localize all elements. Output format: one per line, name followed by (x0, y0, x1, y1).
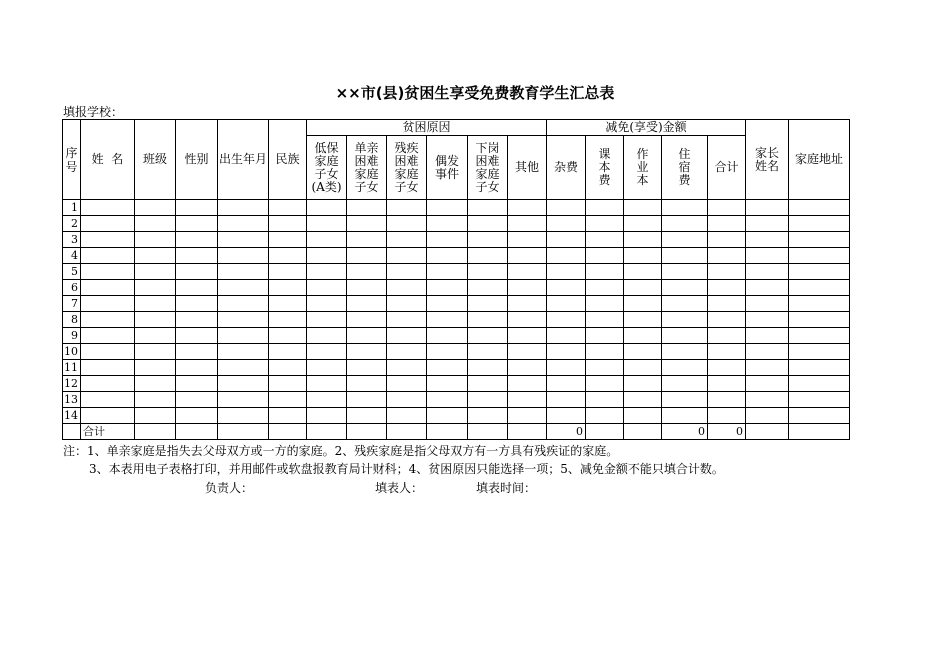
table-row (63, 280, 850, 296)
header-name: 姓 名 (81, 120, 135, 200)
row-number: 5 (63, 264, 81, 280)
filler-label: 填表人： (375, 481, 424, 495)
row-number: 13 (63, 392, 81, 408)
total-sum: 0 (708, 424, 746, 440)
header-reduction: 减免(享受)金额 (547, 120, 746, 136)
row-number: 6 (63, 280, 81, 296)
header-birth: 出生年月 (218, 120, 269, 200)
header-seq: 序号 (63, 120, 81, 200)
header-class: 班级 (135, 120, 176, 200)
row-number: 7 (63, 296, 81, 312)
header-fee-textbook: 课本费 (586, 136, 624, 200)
table-row (63, 200, 850, 216)
table-row (63, 232, 850, 248)
header-address: 家庭地址 (789, 120, 850, 200)
table-row (63, 264, 850, 280)
header-poverty-reason: 贫困原因 (307, 120, 547, 136)
header-fee-total: 合计 (708, 136, 746, 200)
header-fee-misc: 杂费 (547, 136, 586, 200)
header-reason-incident: 偶发事件 (427, 136, 468, 200)
table-row (63, 216, 850, 232)
table-row (63, 392, 850, 408)
row-number: 10 (63, 344, 81, 360)
header-fee-workbook: 作业本 (624, 136, 662, 200)
table-row (63, 312, 850, 328)
table-row (63, 376, 850, 392)
total-row (63, 424, 850, 440)
total-label: 合计 (81, 424, 135, 440)
table-row (63, 360, 850, 376)
row-number: 2 (63, 216, 81, 232)
note-line-2: 3、本表用电子表格打印，并用邮件或软盘报教育局计财科；4、贫困原因只能选择一项；5、减免金额不能只填合计数。 (89, 462, 724, 476)
row-number: 9 (63, 328, 81, 344)
table-row (63, 328, 850, 344)
row-number: 1 (63, 200, 81, 216)
table-row (63, 344, 850, 360)
header-ethnicity: 民族 (269, 120, 307, 200)
fill-time-label: 填表时间： (476, 481, 537, 495)
header-reason-lowincome: 低保家庭子女(A类) (307, 136, 347, 200)
row-number: 11 (63, 360, 81, 376)
header-reason-disabled: 残疾困难家庭子女 (387, 136, 427, 200)
header-gender: 性别 (176, 120, 218, 200)
row-number: 14 (63, 408, 81, 424)
header-reason-singleparent: 单亲困难家庭子女 (347, 136, 387, 200)
page-title: ××市(县)贫困生享受免费教育学生汇总表 (335, 84, 615, 102)
responsible-label: 负责人： (205, 481, 254, 495)
header-reason-laidoff: 下岗困难家庭子女 (468, 136, 508, 200)
table-row (63, 296, 850, 312)
header-reason-other: 其他 (508, 136, 547, 200)
note-line-1: 注：1、单亲家庭是指失去父母双方或一方的家庭。2、残疾家庭是指父母双方有一方具有残疾证的家庭。 (63, 444, 619, 458)
header-fee-lodging: 住宿费 (662, 136, 708, 200)
table-row (63, 408, 850, 424)
summary-table (62, 119, 850, 440)
header-parent: 家长姓名 (746, 120, 789, 200)
row-number: 12 (63, 376, 81, 392)
row-number: 3 (63, 232, 81, 248)
total-misc-fee: 0 (547, 424, 586, 440)
row-number: 8 (63, 312, 81, 328)
row-number: 4 (63, 248, 81, 264)
school-label: 填报学校： (63, 105, 124, 119)
total-lodging-fee: 0 (662, 424, 708, 440)
table-row (63, 248, 850, 264)
